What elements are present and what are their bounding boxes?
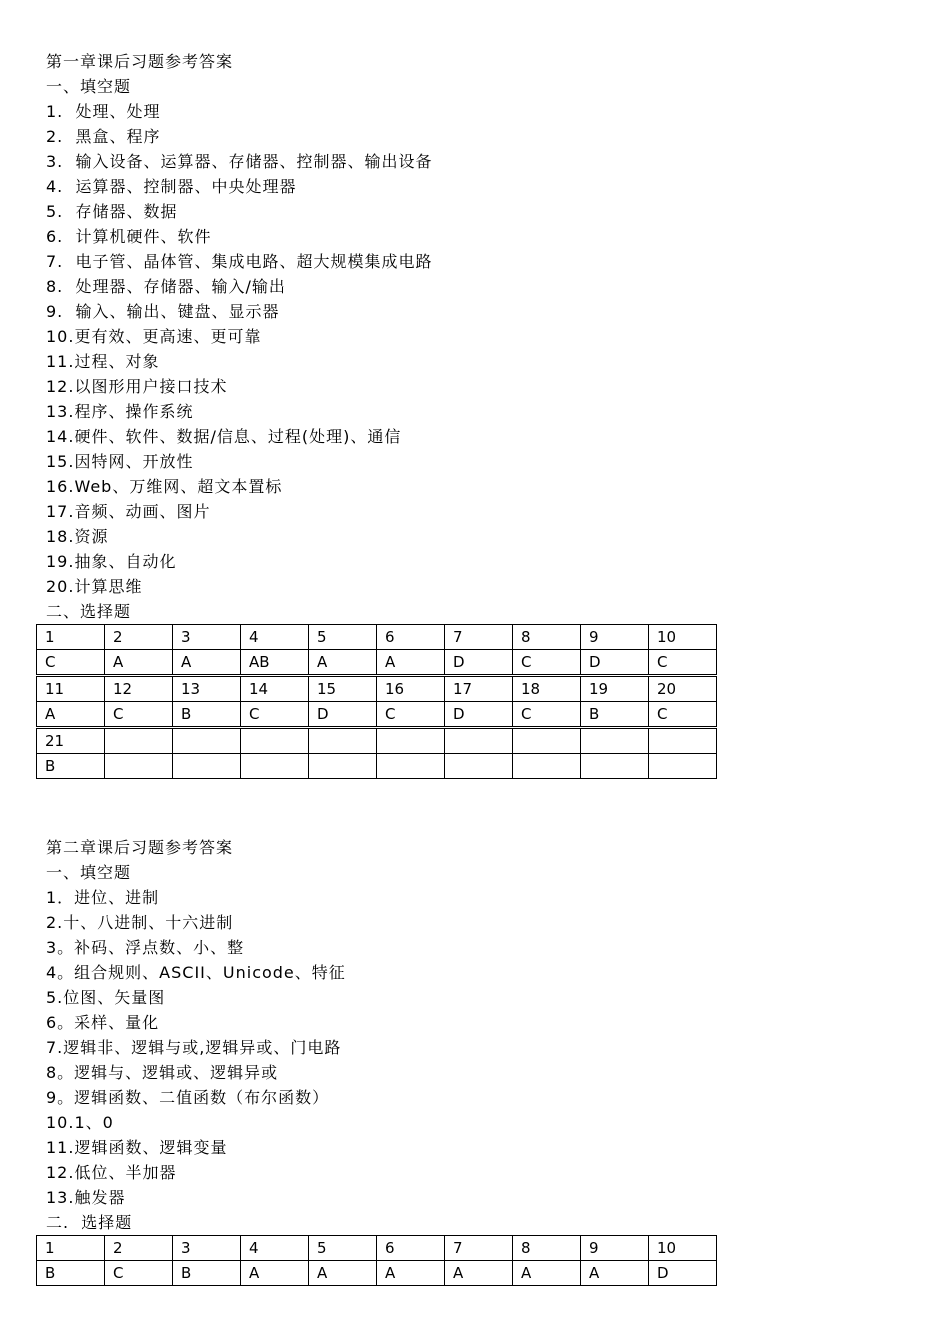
question-number-cell: 10 [649, 625, 717, 650]
answer-cell: A [309, 1261, 377, 1286]
fill-answer-item: 9。逻辑函数、二值函数（布尔函数） [46, 1088, 330, 1107]
fill-answer-item: 6。采样、量化 [46, 1013, 160, 1032]
fill-answer-item: 3。补码、浮点数、小、整 [46, 938, 245, 957]
question-number-cell: 4 [241, 1236, 309, 1261]
answer-cell: B [37, 1261, 105, 1286]
answer-row [37, 1261, 717, 1286]
answer-cell: C [513, 650, 581, 676]
answer-cell [173, 754, 241, 779]
question-number-cell: 11 [37, 676, 105, 702]
answer-cell [377, 754, 445, 779]
fill-answer-item: 10.1、0 [46, 1113, 114, 1132]
question-number-cell: 16 [377, 676, 445, 702]
chapter1-fill-heading: 一、填空题 [46, 77, 132, 96]
question-number-cell: 20 [649, 676, 717, 702]
question-number-cell: 9 [581, 625, 649, 650]
question-number-cell: 4 [241, 625, 309, 650]
chapter1-choice-heading: 二、选择题 [46, 602, 132, 621]
fill-answer-item: 17.音频、动画、图片 [46, 502, 211, 521]
chapter1-title: 第一章课后习题参考答案 [46, 52, 234, 71]
question-number-cell: 15 [309, 676, 377, 702]
question-number-cell [513, 728, 581, 754]
answer-cell: A [309, 650, 377, 676]
fill-answer-item: 13.触发器 [46, 1188, 126, 1207]
question-number-cell: 21 [37, 728, 105, 754]
answer-cell: A [105, 650, 173, 676]
answer-cell: B [581, 702, 649, 728]
answer-cell: A [37, 702, 105, 728]
fill-answer-item: 1. 处理、处理 [46, 102, 161, 121]
answer-cell: B [173, 1261, 241, 1286]
chapter2-section [46, 835, 766, 1286]
fill-answer-item: 11.逻辑函数、逻辑变量 [46, 1138, 228, 1157]
question-number-cell: 3 [173, 1236, 241, 1261]
chapter2-choice-table [36, 1235, 717, 1286]
answer-row [37, 702, 717, 728]
fill-answer-item: 11.过程、对象 [46, 352, 160, 371]
fill-answer-item: 2.十、八进制、十六进制 [46, 913, 234, 932]
question-number-cell: 17 [445, 676, 513, 702]
fill-answer-item: 5. 存储器、数据 [46, 202, 178, 221]
answer-cell: C [105, 702, 173, 728]
question-number-cell: 7 [445, 1236, 513, 1261]
answer-cell [309, 754, 377, 779]
fill-answer-item: 19.抽象、自动化 [46, 552, 177, 571]
fill-answer-item: 15.因特网、开放性 [46, 452, 194, 471]
answer-cell: A [377, 1261, 445, 1286]
chapter1-choice-table [36, 624, 717, 779]
fill-answer-item: 6. 计算机硬件、软件 [46, 227, 212, 246]
question-number-cell [173, 728, 241, 754]
question-number-cell: 6 [377, 1236, 445, 1261]
question-number-cell: 9 [581, 1236, 649, 1261]
question-number-row [37, 625, 717, 650]
answer-cell: C [649, 702, 717, 728]
question-number-cell: 3 [173, 625, 241, 650]
fill-answer-item: 4。组合规则、ASCII、Unicode、特征 [46, 963, 346, 982]
answer-cell [649, 754, 717, 779]
answer-cell: C [377, 702, 445, 728]
question-number-cell: 2 [105, 1236, 173, 1261]
fill-answer-item: 4. 运算器、控制器、中央处理器 [46, 177, 297, 196]
answer-cell: A [581, 1261, 649, 1286]
fill-answer-item: 14.硬件、软件、数据/信息、过程(处理)、通信 [46, 427, 402, 446]
answer-cell [513, 754, 581, 779]
question-number-row [37, 676, 717, 702]
answer-row [37, 650, 717, 676]
question-number-cell [309, 728, 377, 754]
answer-cell: A [241, 1261, 309, 1286]
fill-answer-item: 7. 电子管、晶体管、集成电路、超大规模集成电路 [46, 252, 433, 271]
answer-cell: A [173, 650, 241, 676]
fill-answer-item: 16.Web、万维网、超文本置标 [46, 477, 283, 496]
question-number-row [37, 1236, 717, 1261]
fill-answer-item: 1．进位、进制 [46, 888, 160, 907]
question-number-cell: 18 [513, 676, 581, 702]
question-number-cell: 6 [377, 625, 445, 650]
fill-answer-item: 5.位图、矢量图 [46, 988, 166, 1007]
answer-cell: AB [241, 650, 309, 676]
chapter2-choice-heading: 二. 选择题 [46, 1213, 133, 1232]
fill-answer-item: 10.更有效、更高速、更可靠 [46, 327, 262, 346]
fill-answer-item: 8. 处理器、存储器、输入/输出 [46, 277, 286, 296]
question-number-cell [241, 728, 309, 754]
fill-answer-item: 20.计算思维 [46, 577, 143, 596]
fill-answer-item: 13.程序、操作系统 [46, 402, 194, 421]
fill-answer-item: 2. 黑盒、程序 [46, 127, 161, 146]
question-number-cell: 1 [37, 1236, 105, 1261]
answer-cell: D [309, 702, 377, 728]
fill-answer-item: 7.逻辑非、逻辑与或,逻辑异或、门电路 [46, 1038, 342, 1057]
question-number-cell: 10 [649, 1236, 717, 1261]
fill-answer-item: 18.资源 [46, 527, 109, 546]
chapter2-title: 第二章课后习题参考答案 [46, 838, 234, 857]
question-number-cell: 7 [445, 625, 513, 650]
question-number-cell: 5 [309, 1236, 377, 1261]
fill-answer-item: 12.以图形用户接口技术 [46, 377, 228, 396]
answer-cell [581, 754, 649, 779]
question-number-cell: 8 [513, 1236, 581, 1261]
chapter2-fill-list [46, 885, 766, 1210]
answer-cell: D [581, 650, 649, 676]
question-number-cell: 1 [37, 625, 105, 650]
question-number-cell [105, 728, 173, 754]
answer-cell: A [377, 650, 445, 676]
answer-row [37, 754, 717, 779]
fill-answer-item: 3. 输入设备、运算器、存储器、控制器、输出设备 [46, 152, 433, 171]
answer-cell: C [649, 650, 717, 676]
question-number-cell: 5 [309, 625, 377, 650]
chapter1-section [46, 49, 766, 779]
question-number-cell [649, 728, 717, 754]
question-number-row [37, 728, 717, 754]
answer-cell: C [105, 1261, 173, 1286]
answer-cell [241, 754, 309, 779]
answer-cell [105, 754, 173, 779]
fill-answer-item: 12.低位、半加器 [46, 1163, 177, 1182]
question-number-cell: 8 [513, 625, 581, 650]
answer-cell: B [37, 754, 105, 779]
question-number-cell: 14 [241, 676, 309, 702]
question-number-cell [581, 728, 649, 754]
answer-cell: C [513, 702, 581, 728]
question-number-cell: 13 [173, 676, 241, 702]
fill-answer-item: 8。逻辑与、逻辑或、逻辑异或 [46, 1063, 279, 1082]
question-number-cell: 12 [105, 676, 173, 702]
answer-cell: C [37, 650, 105, 676]
question-number-cell [377, 728, 445, 754]
question-number-cell [445, 728, 513, 754]
answer-cell: C [241, 702, 309, 728]
answer-cell [445, 754, 513, 779]
answer-cell: D [649, 1261, 717, 1286]
answer-cell: A [513, 1261, 581, 1286]
answer-cell: D [445, 650, 513, 676]
fill-answer-item: 9. 输入、输出、键盘、显示器 [46, 302, 280, 321]
chapter1-fill-list [46, 99, 766, 599]
answer-cell: A [445, 1261, 513, 1286]
answer-cell: D [445, 702, 513, 728]
question-number-cell: 19 [581, 676, 649, 702]
chapter2-fill-heading: 一、填空题 [46, 863, 132, 882]
answer-cell: B [173, 702, 241, 728]
question-number-cell: 2 [105, 625, 173, 650]
